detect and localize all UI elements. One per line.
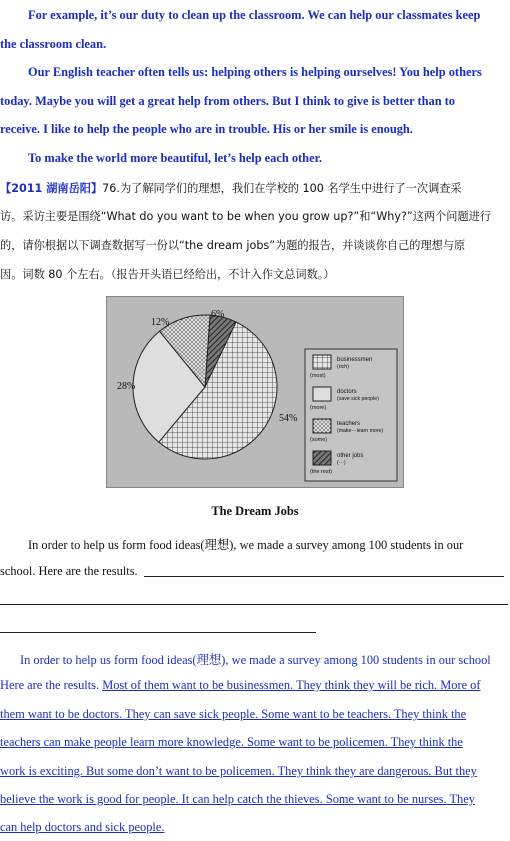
legend-label: doctors <box>337 389 357 395</box>
answer-line: believe the work is good for people. It can help catch the thieves. Some want to be nurses. They <box>0 792 475 806</box>
legend-sublabel: (make···learn more) <box>337 428 384 434</box>
legend-swatch <box>313 451 331 465</box>
passage-line: receive. I like to help the people who are in trouble. His or her smile is enough. <box>0 122 413 136</box>
legend-tag: (more) <box>310 405 327 411</box>
prompt-line: school. Here are the results. <box>0 564 138 578</box>
legend-swatch <box>313 387 331 401</box>
answer-line: In order to help us form food ideas(理想), we made a survey among 100 students in our school <box>20 653 491 667</box>
passage-line: For example, it’s our duty to clean up the classroom. We can help our classmates keep <box>28 8 481 22</box>
task-line: 的，请你根据以下调查数据写一份以“the dream jobs”为题的报告，并谈谈你自己的理想与原 <box>0 239 466 252</box>
legend-swatch <box>313 419 331 433</box>
pie-chart-figure <box>106 296 404 488</box>
passage-line: the classroom clean. <box>0 37 107 51</box>
slice-label: 6% <box>211 309 225 320</box>
answer-text: Most of them want to be businessmen. They think they will be rich. More of <box>102 678 481 692</box>
task-line: 访。采访主要是围绕“What do you want to be when you grow up?”和“Why?”这两个问题进行 <box>0 210 492 223</box>
legend-label: teachers <box>337 421 361 427</box>
passage-line: To make the world more beautiful, let’s help each other. <box>28 151 323 165</box>
legend-sublabel: (save sick people) <box>337 396 379 402</box>
passage-line: today. Maybe you will get a great help from others. But I think to give is better than to <box>0 94 455 108</box>
legend-label: businessmen <box>337 357 373 363</box>
legend-tag: (some) <box>310 437 328 443</box>
legend-sublabel: (···) <box>337 460 346 466</box>
task-line: 76.为了解同学们的理想，我们在学校的 100 名学生中进行了一次调查采 <box>102 182 462 195</box>
pie-chart <box>107 297 403 487</box>
legend-label: other jobs <box>337 453 364 459</box>
slice-label: 28% <box>117 381 136 392</box>
slice-label: 12% <box>151 317 170 328</box>
passage-line: Our English teacher often tells us: helping others is helping ourselves! You help others <box>28 65 482 79</box>
legend-swatch <box>313 355 331 369</box>
legend-tag: (the rest) <box>310 469 333 475</box>
blank-line <box>0 604 508 605</box>
blank-line <box>0 632 316 633</box>
answer-line: can help doctors and sick people. <box>0 820 165 834</box>
legend-tag: (most) <box>310 373 326 379</box>
legend-sublabel: (rich) <box>337 364 349 370</box>
chart-caption: The Dream Jobs <box>211 504 299 518</box>
answer-line: them want to be doctors. They can save sick people. Some want to be teachers. They think the <box>0 707 467 721</box>
answer-line: work is exciting. But some don’t want to be policemen. They think they are dangerous. But they <box>0 764 477 778</box>
source-tag: 【2011 湖南岳阳】 <box>0 182 103 195</box>
prompt-line: In order to help us form food ideas(理想), we made a survey among 100 students in our <box>28 538 464 552</box>
task-line: 因。词数 80 个左右。（报告开头语已经给出，不计入作文总词数。） <box>0 268 335 281</box>
slice-label: 54% <box>279 413 298 424</box>
blank-line <box>144 576 504 577</box>
answer-text: Here are the results. <box>0 678 103 692</box>
answer-line: teachers can make people learn more knowledge. Some want to be policemen. They think the <box>0 735 463 749</box>
